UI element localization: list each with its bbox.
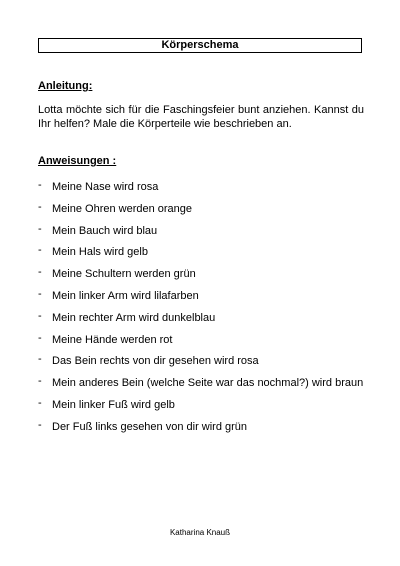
- tasks-heading: Anweisungen :: [38, 155, 117, 167]
- task-text: Mein linker Arm wird lilafarben: [52, 289, 199, 302]
- task-text: Mein rechter Arm wird dunkelblau: [52, 311, 216, 324]
- task-text: Der Fuß links gesehen von dir wird grün: [52, 420, 248, 433]
- instructions-text: Lotta möchte sich für die Faschingsfeier bunt anziehen. Kannst du Ihr helfen? Male die Körperteile wie beschrieben an.: [38, 104, 364, 130]
- task-text: Mein Bauch wird blau: [52, 224, 158, 237]
- task-text: Das Bein rechts von dir gesehen wird rosa: [52, 355, 259, 368]
- bullet-dash: -: [38, 287, 42, 300]
- bullet-dash: -: [38, 418, 42, 431]
- task-text: Meine Hände werden rot: [52, 333, 173, 346]
- author-footer: Katharina Knauß: [169, 528, 231, 537]
- bullet-dash: -: [38, 396, 42, 409]
- bullet-dash: -: [38, 244, 42, 257]
- task-text: Mein linker Fuß wird gelb: [52, 398, 175, 411]
- bullet-dash: -: [38, 200, 42, 213]
- task-text: Meine Schultern werden grün: [52, 268, 196, 281]
- bullet-dash: -: [38, 353, 42, 366]
- task-text: Meine Ohren werden orange: [52, 202, 193, 215]
- bullet-dash: -: [38, 331, 42, 344]
- page-title: Körperschema: [38, 38, 362, 53]
- task-text: Mein anderes Bein (welche Seite war das nochmal?) wird braun: [52, 377, 364, 390]
- task-text: Mein Hals wird gelb: [52, 246, 148, 259]
- bullet-dash: -: [38, 179, 42, 191]
- instructions-heading: Anleitung:: [38, 80, 93, 92]
- bullet-dash: -: [38, 266, 42, 279]
- bullet-dash: -: [38, 375, 42, 388]
- task-text: Meine Nase wird rosa: [52, 181, 159, 193]
- bullet-dash: -: [38, 222, 42, 235]
- bullet-dash: -: [38, 309, 42, 322]
